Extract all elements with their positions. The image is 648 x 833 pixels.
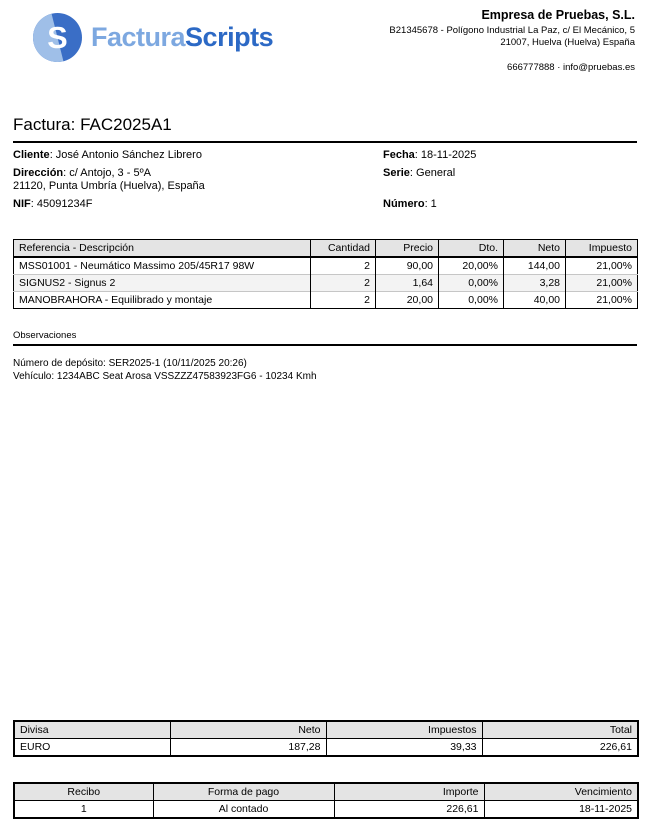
line-price: 90,00 bbox=[376, 257, 439, 275]
line-description: MANOBRAHORA - Equilibrado y montaje bbox=[14, 292, 311, 309]
table-row bbox=[14, 292, 638, 309]
observations-line2: Vehículo: 1234ABC Seat Arosa VSSZZZ47583923FG6 - 10234 Kmh bbox=[13, 371, 317, 382]
col-header-importe: Importe bbox=[334, 783, 484, 801]
invoice-serie-line bbox=[383, 167, 455, 179]
serie-value: : General bbox=[409, 167, 456, 179]
col-header-precio: Precio bbox=[376, 240, 439, 258]
direccion-label: Dirección bbox=[13, 167, 64, 179]
company-address-line2: 21007, Huelva (Huelva) España bbox=[500, 37, 635, 48]
line-quantity: 2 bbox=[311, 257, 376, 275]
col-header-impuestos: Impuestos bbox=[326, 721, 482, 739]
numero-value: : 1 bbox=[424, 198, 437, 210]
brand-second-word: Scripts bbox=[185, 22, 274, 52]
col-header-recibo: Recibo bbox=[14, 783, 153, 801]
line-price: 1,64 bbox=[376, 275, 439, 292]
line-description: SIGNUS2 - Signus 2 bbox=[14, 275, 311, 292]
line-price: 20,00 bbox=[376, 292, 439, 309]
totals-currency: EURO bbox=[20, 741, 51, 753]
invoice-date-line bbox=[383, 149, 476, 161]
table-row bbox=[14, 257, 638, 275]
invoice-title: Factura: FAC2025A1 bbox=[13, 115, 172, 134]
receipt-amount: 226,61 bbox=[334, 801, 484, 819]
line-net: 144,00 bbox=[504, 257, 566, 275]
client-address-line2: 21120, Punta Umbría (Huelva), España bbox=[13, 180, 205, 192]
line-quantity: 2 bbox=[311, 275, 376, 292]
col-header-divisa: Divisa bbox=[14, 721, 170, 739]
client-address-line bbox=[13, 167, 151, 179]
receipts-table bbox=[13, 782, 639, 819]
line-quantity: 2 bbox=[311, 292, 376, 309]
line-discount: 0,00% bbox=[439, 275, 504, 292]
totals-taxes: 39,33 bbox=[326, 739, 482, 757]
receipt-payment-method: Al contado bbox=[153, 801, 334, 819]
totals-section bbox=[13, 720, 639, 757]
col-header-forma-de-pago: Forma de pago bbox=[153, 783, 334, 801]
line-net: 3,28 bbox=[504, 275, 566, 292]
totals-total: 226,61 bbox=[482, 739, 638, 757]
nif-label: NIF bbox=[13, 198, 31, 210]
col-header-vencimiento: Vencimiento bbox=[484, 783, 638, 801]
observations-line1: Número de depósito: SER2025-1 (10/11/2025 20:26) bbox=[13, 358, 247, 369]
totals-net: 187,28 bbox=[170, 739, 326, 757]
table-row bbox=[14, 275, 638, 292]
receipt-number: 1 bbox=[80, 803, 87, 815]
facturascripts-logo-icon bbox=[33, 13, 82, 62]
brand-wordmark bbox=[91, 22, 273, 53]
brand-first-word: Factura bbox=[91, 22, 186, 52]
svg-text:S: S bbox=[47, 21, 68, 56]
invoice-lines-table bbox=[13, 239, 638, 309]
col-header-impuesto: Impuesto bbox=[566, 240, 638, 258]
observations-label: Observaciones bbox=[13, 330, 77, 341]
observations-divider bbox=[13, 344, 637, 346]
client-name-line bbox=[13, 149, 202, 161]
table-row bbox=[14, 739, 638, 757]
col-header-cantidad: Cantidad bbox=[311, 240, 376, 258]
line-tax: 21,00% bbox=[566, 275, 638, 292]
client-nif-line bbox=[13, 198, 93, 210]
direccion-value: : c/ Antojo, 3 - 5ºA bbox=[63, 167, 151, 179]
facturascripts-logo bbox=[33, 13, 273, 62]
cliente-value: : José Antonio Sánchez Librero bbox=[49, 149, 202, 161]
company-contact: 666777888 · info@pruebas.es bbox=[507, 62, 635, 73]
totals-table bbox=[13, 720, 639, 757]
line-tax: 21,00% bbox=[566, 292, 638, 309]
col-header-dto: Dto. bbox=[439, 240, 504, 258]
fecha-value: : 18-11-2025 bbox=[414, 149, 477, 161]
line-discount: 0,00% bbox=[439, 292, 504, 309]
line-description: MSS01001 - Neumático Massimo 205/45R17 98W bbox=[19, 260, 255, 272]
lines-header-row bbox=[14, 240, 638, 258]
totals-header-row bbox=[14, 721, 638, 739]
receipts-section bbox=[13, 782, 639, 819]
observations-text bbox=[13, 357, 317, 383]
serie-label: Serie bbox=[383, 167, 410, 179]
company-name: Empresa de Pruebas, S.L. bbox=[481, 8, 635, 22]
cliente-label: Cliente bbox=[13, 149, 50, 161]
invoice-number-line bbox=[383, 198, 437, 210]
invoice-lines-section bbox=[13, 239, 638, 309]
title-divider bbox=[13, 141, 637, 143]
numero-label: Número bbox=[383, 198, 425, 210]
nif-value: : 45091234F bbox=[30, 198, 93, 210]
col-header-neto: Neto bbox=[504, 240, 566, 258]
company-block bbox=[389, 8, 635, 73]
table-row bbox=[14, 801, 638, 819]
fecha-label: Fecha bbox=[383, 149, 415, 161]
line-tax: 21,00% bbox=[566, 257, 638, 275]
col-header-total: Total bbox=[482, 721, 638, 739]
receipt-due-date: 18-11-2025 bbox=[484, 801, 638, 819]
receipts-header-row bbox=[14, 783, 638, 801]
col-header-referencia: Referencia - Descripción bbox=[14, 240, 311, 258]
line-discount: 20,00% bbox=[439, 257, 504, 275]
col-header-neto-total: Neto bbox=[170, 721, 326, 739]
company-address-line1: B21345678 - Polígono Industrial La Paz, c/ El Mecánico, 5 bbox=[389, 25, 635, 36]
line-net: 40,00 bbox=[504, 292, 566, 309]
